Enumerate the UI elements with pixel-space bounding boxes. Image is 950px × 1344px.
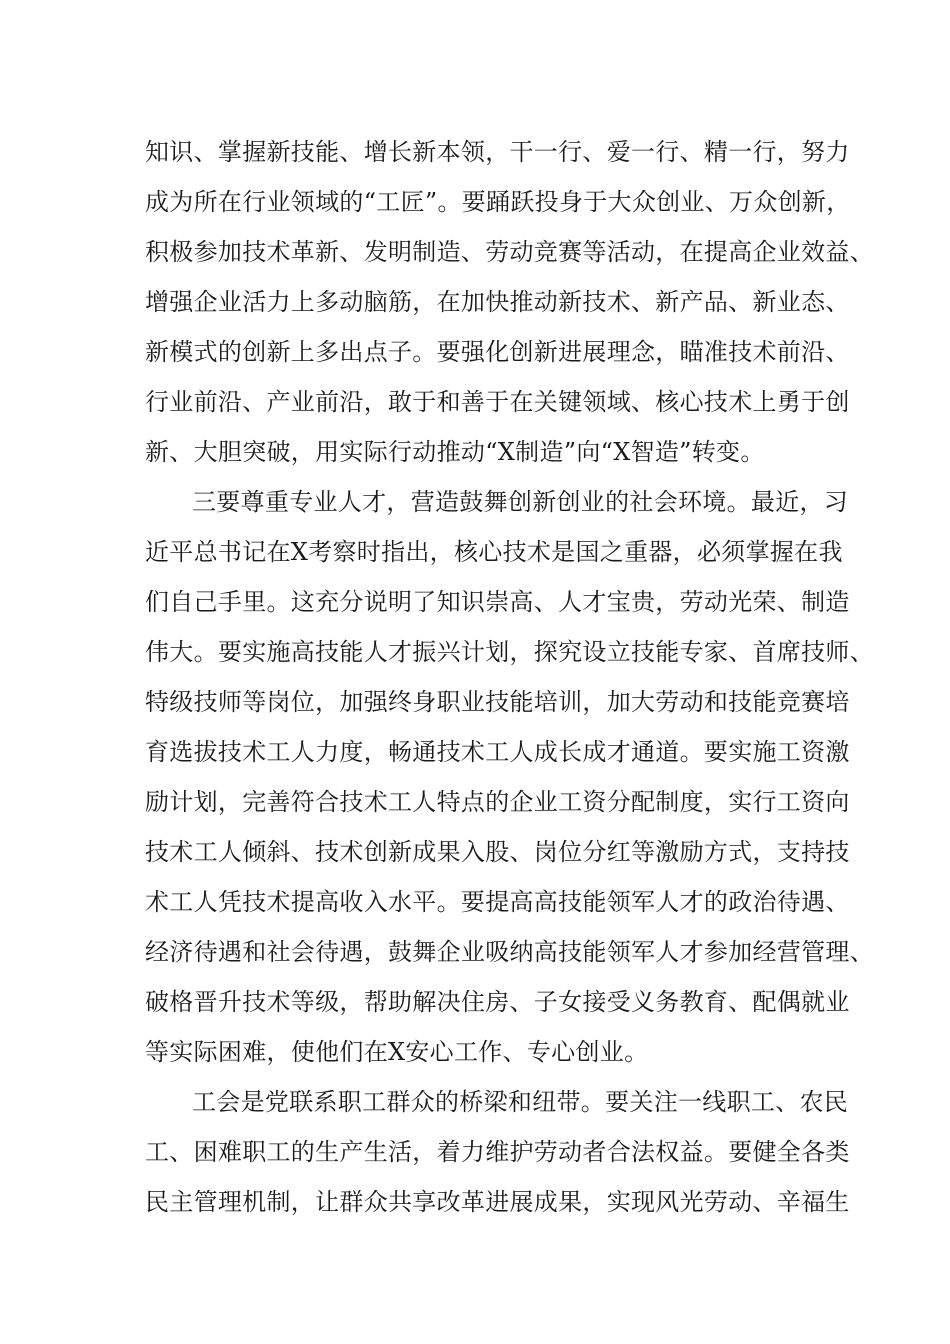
text-line: 积极参加技术革新、发明制造、劳动竞赛等活动，在提高企业效益、 (145, 238, 874, 266)
paragraph-first-line: 工会是党联系职工群众的桥梁和纽带。要关注一线职工、农民 (192, 1088, 849, 1116)
text-line: 行业前沿、产业前沿，敢于和善于在关键领域、核心技术上勇于创 (145, 388, 850, 416)
text-line: 育选拔技术工人力度，畅通技术工人成长成才通道。要实施工资激 (145, 738, 850, 766)
text-line: 新、大胆突破，用实际行动推动“X制造”向“X智造”转变。 (145, 438, 765, 466)
text-line: 术工人凭技术提高收入水平。要提高高技能领军人才的政治待遇、 (145, 888, 850, 916)
text-line: 技术工人倾斜、技术创新成果入股、岗位分红等激励方式，支持技 (145, 838, 850, 866)
text-line: 们自己手里。这充分说明了知识崇高、人才宝贵，劳动光荣、制造 (145, 588, 850, 616)
text-line: 知识、掌握新技能、增长新本领，干一行、爱一行、精一行，努力 (145, 138, 850, 166)
text-line: 工、困难职工的生产生活，着力维护劳动者合法权益。要健全各类 (145, 1138, 850, 1166)
text-line: 成为所在行业领域的“工匠”。要踊跃投身于大众创业、万众创新， (145, 188, 851, 216)
text-line: 破格晋升技术等级，帮助解决住房、子女接受义务教育、配偶就业 (145, 988, 850, 1016)
text-line: 新模式的创新上多出点子。要强化创新进展理念，瞄准技术前沿、 (145, 338, 850, 366)
text-line: 民主管理机制，让群众共享改革进展成果，实现风光劳动、辛福生 (145, 1188, 850, 1216)
paragraph-first-line: 三要尊重专业人才，营造鼓舞创新创业的社会环境。最近，习 (192, 488, 849, 516)
text-line: 励计划，完善符合技术工人特点的企业工资分配制度，实行工资向 (145, 788, 850, 816)
text-line: 等实际困难，使他们在X安心工作、专心创业。 (145, 1038, 649, 1066)
text-line: 经济待遇和社会待遇，鼓舞企业吸纳高技能领军人才参加经营管理、 (145, 938, 874, 966)
text-line: 伟大。要实施高技能人才振兴计划，探究设立技能专家、首席技师、 (145, 638, 874, 666)
text-line: 增强企业活力上多动脑筋，在加快推动新技术、新产品、新业态、 (145, 288, 850, 316)
text-line: 特级技师等岗位，加强终身职业技能培训，加大劳动和技能竞赛培 (145, 688, 850, 716)
text-line: 近平总书记在X考察时指出，核心技术是国之重器，必须掌握在我 (145, 538, 843, 566)
